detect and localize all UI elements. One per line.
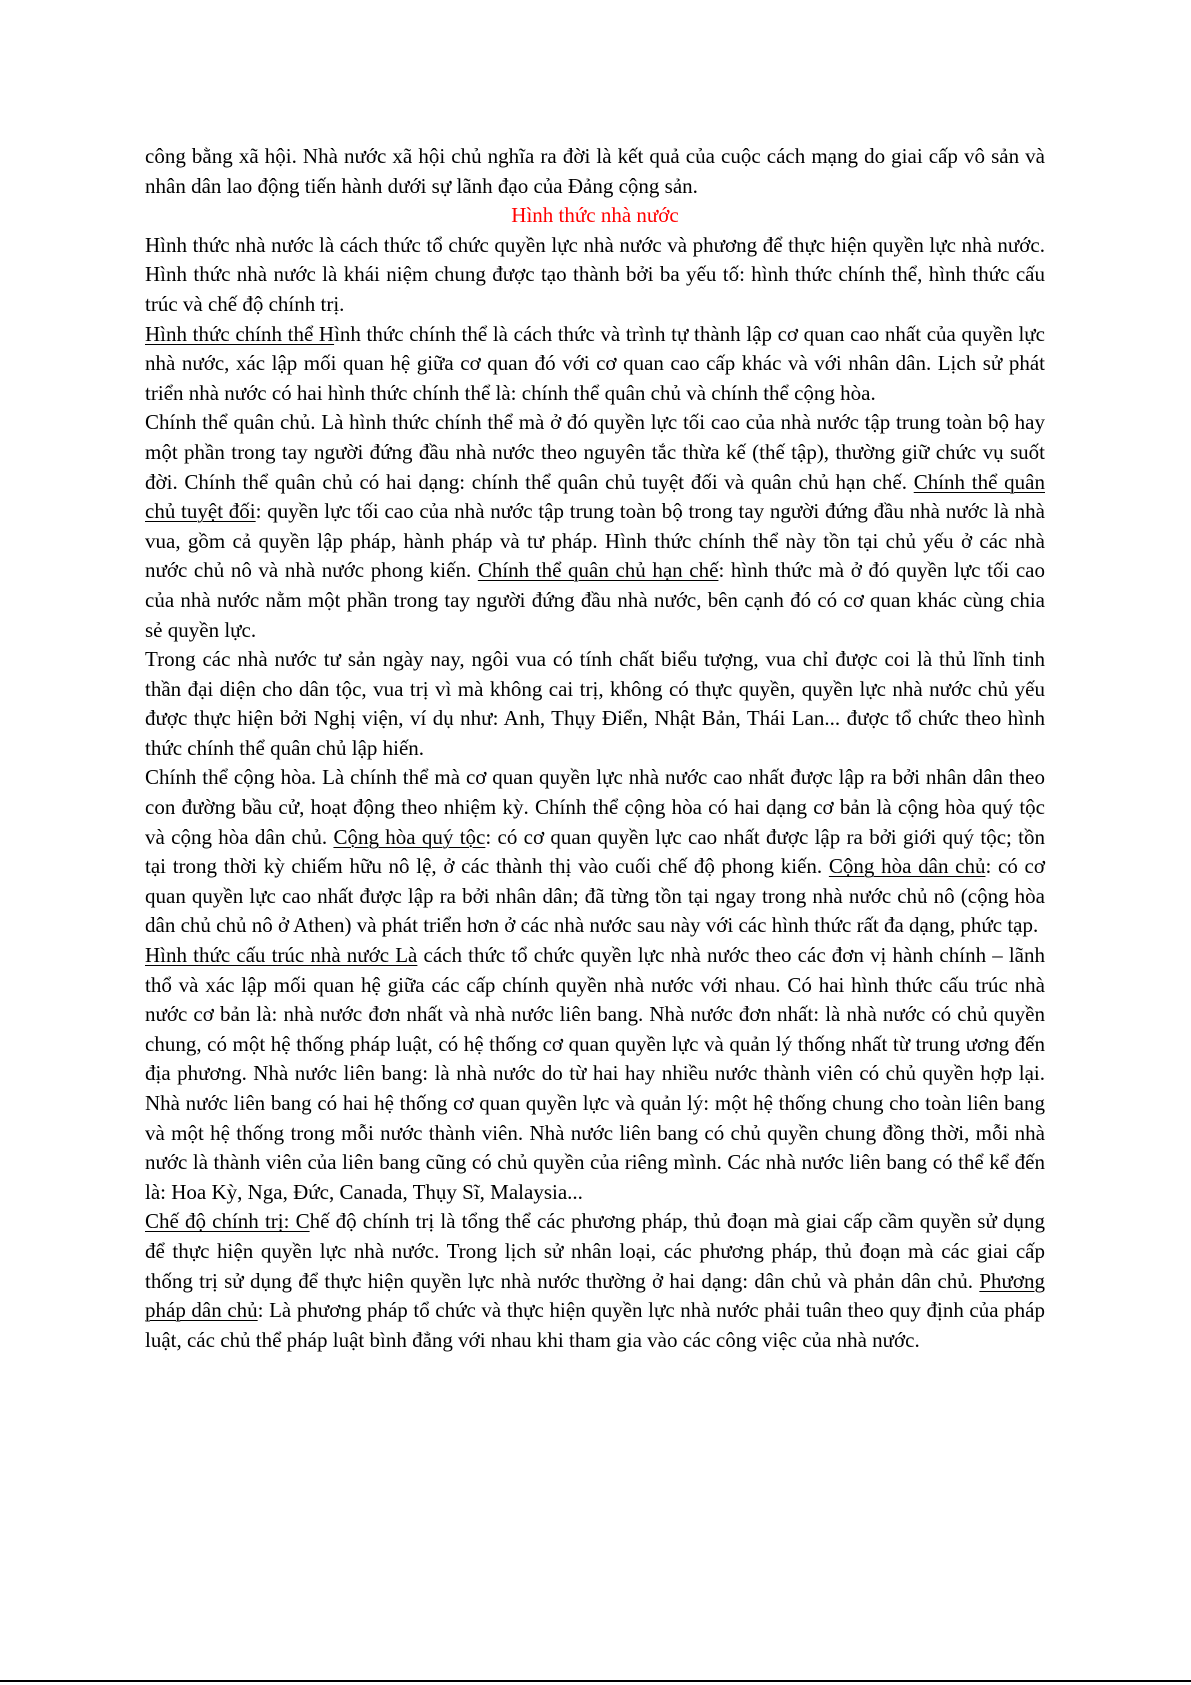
section-title: Hình thức nhà nước <box>511 203 679 228</box>
che-do-paragraph <box>145 1207 1045 1355</box>
quan-chu-text-1: Chính thể quân chủ. Là hình thức chính thể mà ở đó quyền lực tối cao của nhà nước tập trung toàn bộ hay một phần trong tay người đứng đầu nhà nước theo nguyên tắc thừa kế (thế tập), thường giữ chức vụ suốt đời. Chính thể quân chủ có hai dạng: chính thể quân chủ tuyệt đối và quân chủ hạn chế. <box>145 410 1045 494</box>
definition-paragraph: Hình thức nhà nước là cách thức tổ chức quyền lực nhà nước và phương để thực hiện quyền lực nhà nước. Hình thức nhà nước là khái niệm chung được tạo thành bởi ba yếu tố: hình thức chính thể, hình thức cấu trúc và chế độ chính trị. <box>145 232 1045 316</box>
quan-chu-han-che-term: Chính thể quân chủ hạn chế <box>477 558 719 583</box>
cau-truc-heading: Hình thức cấu trúc nhà nước Là <box>145 943 418 968</box>
cong-hoa-text-1: Chính thể cộng hòa. Là chính thể mà cơ quan quyền lực nhà nước cao nhất được lập ra bởi nhân dân theo con đường bầu cử, hoạt động theo nhiệm kỳ. Chính thể cộng hòa có hai dạng cơ bản là cộng hòa quý tộc và cộng hòa dân chủ. <box>145 765 1045 849</box>
phuong-phap-dan-chu-term: Phương pháp dân chủ <box>145 1268 1045 1323</box>
quan-chu-paragraph <box>145 408 1045 645</box>
cau-truc-paragraph <box>145 941 1045 1207</box>
intro-paragraph: công bằng xã hội. Nhà nước xã hội chủ nghĩa ra đời là kết quả của cuộc cách mạng do giai cấp vô sản và nhân dân lao động tiến hành dưới sự lãnh đạo của Đảng cộng sản. <box>145 144 1045 198</box>
document-page <box>145 142 1045 1355</box>
che-do-heading: Chế độ chính trị: C <box>145 1209 310 1234</box>
che-do-text-2: : Là phương pháp tổ chức và thực hiện quyền lực nhà nước phải tuân theo quy định của pháp luật, các chủ thể pháp luật bình đẳng với nhau khi tham gia vào các công việc của nhà nước. <box>145 1298 1045 1352</box>
che-do-text-1: hế độ chính trị là tổng thể các phương pháp, thủ đoạn mà giai cấp cầm quyền sử dụng để thực hiện quyền lực nhà nước. Trong lịch sử nhân loại, các phương pháp, thủ đoạn mà các giai cấp thống trị sử dụng để thực hiện quyền lực nhà nước thường ở hai dạng: dân chủ và phản dân chủ. <box>145 1209 1045 1293</box>
cong-hoa-text-2: : có cơ quan quyền lực cao nhất được lập ra bởi giới quý tộc; tồn tại trong thời kỳ chiếm hữu nô lệ, ở các thành thị vào cuối chế độ phong kiến. <box>145 824 1045 879</box>
tu-san-paragraph: Trong các nhà nước tư sản ngày nay, ngôi vua có tính chất biểu tượng, vua chỉ được coi là thủ lĩnh tinh thần đại diện cho dân tộc, vua trị vì mà không cai trị, không có thực quyền, quyền lực nhà nước chủ yếu được thực hiện bởi Nghị viện, ví dụ như: Anh, Thụy Điển, Nhật Bản, Thái Lan... được tổ chức theo hình thức chính thể quân chủ lập hiến. <box>145 647 1045 760</box>
chinh-the-heading: Hình thức chính thể H <box>145 321 335 346</box>
cong-hoa-paragraph <box>145 763 1045 941</box>
chinh-the-text: ình thức chính thể là cách thức và trình tự thành lập cơ quan cao nhất của quyền lực nhà nước, xác lập mối quan hệ giữa cơ quan đó với cơ quan cao cấp khác và với nhân dân. Lịch sử phát triển nhà nước có hai hình thức chính thể là: chính thể quân chủ và chính thể cộng hòa. <box>145 321 1045 405</box>
cong-hoa-text-3: : có cơ quan quyền lực cao nhất được lập ra bởi nhân dân; đã từng tồn tại ngay trong nhà nước chủ nô (cộng hòa dân chủ chủ nô ở Athen) và phát triển hơn ở các nhà nước sau này với các hình thức rất đa dạng, phức tạp. <box>145 854 1045 938</box>
quan-chu-text-3: : hình thức mà ở đó quyền lực tối cao của nhà nước nằm một phần trong tay người đứng đầu nhà nước, bên cạnh đó có cơ quan khác cùng chia sẻ quyền lực. <box>145 558 1045 642</box>
chinh-the-paragraph <box>145 320 1045 409</box>
quan-chu-tuyet-doi-term: Chính thể quân chủ tuyệt đối <box>145 469 1045 524</box>
cong-hoa-quy-toc-term: Cộng hòa quý tộc <box>333 824 486 849</box>
page-bottom-rule <box>0 1680 1191 1682</box>
cong-hoa-dan-chu-term: Cộng hòa dân chủ <box>828 854 986 879</box>
cau-truc-text: cách thức tổ chức quyền lực nhà nước theo các đơn vị hành chính – lãnh thổ và xác lập mối quan hệ giữa các cấp chính quyền nhà nước với nhau. Có hai hình thức cấu trúc nhà nước cơ bản là: nhà nước đơn nhất và nhà nước liên bang. Nhà nước đơn nhất: là nhà nước có chủ quyền chung, có một hệ thống pháp luật, có hệ thống cơ quan quyền lực và quản lý thống nhất từ trung ương đến địa phương. Nhà nước liên bang: là nhà nước do từ hai hay nhiều nước thành viên có chủ quyền hợp lại. Nhà nước liên bang có hai hệ thống cơ quan quyền lực và quản lý: một hệ thống chung cho toàn liên bang và một hệ thống trong mỗi nước thành viên. Nhà nước liên bang có chủ quyền chung đồng thời, mỗi nhà nước là thành viên của liên bang cũng có chủ quyền của riêng mình. Các nhà nước liên bang có thể kể đến là: Hoa Kỳ, Nga, Đức, Canada, Thụy Sĩ, Malaysia... <box>145 943 1045 1204</box>
quan-chu-text-2: : quyền lực tối cao của nhà nước tập trung toàn bộ trong tay người đứng đầu nhà nước là nhà vua, gồm cả quyền lập pháp, hành pháp và tư pháp. Hình thức chính thể này tồn tại chủ yếu ở các nhà nước chủ nô và nhà nước phong kiến. <box>145 499 1045 583</box>
